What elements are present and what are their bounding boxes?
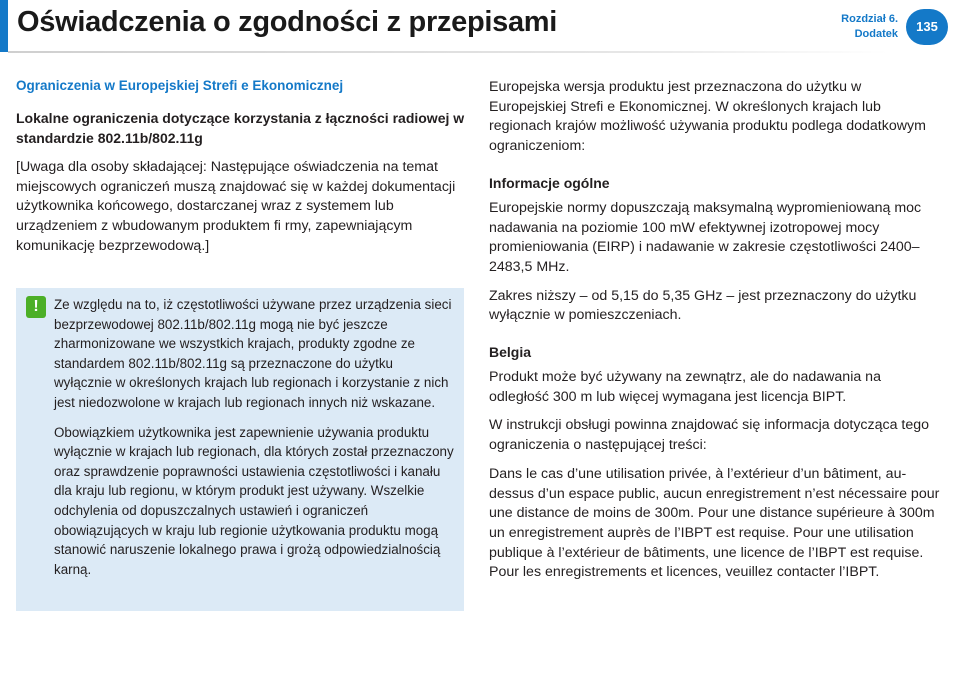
header-divider <box>8 51 888 53</box>
sub-heading: Lokalne ograniczenia dotyczące korzystania z łączności radiowej w standardzie 802.11b/802.11g <box>16 110 465 146</box>
right-column <box>489 78 941 592</box>
belgium-heading: Belgia <box>489 344 532 361</box>
page-number-badge: 135 <box>906 9 948 45</box>
note-paragraph-1: Ze względu na to, iż częstotliwości używane przez urządzenia sieci bezprzewodowej 802.11b/802.11g mogą nie być jeszcze zharmonizowane we wszystkich krajach, produkty zgodne ze standardem 802.11b/802.11g są przeznaczone do użytku wyłącznie w określonych krajach lub regionach i korzystanie z nich jest niedozwolone w krajach lub regionach innych niż wskazane. <box>54 297 452 410</box>
warning-icon: ! <box>26 296 46 318</box>
eu-version-paragraph: Europejska wersja produktu jest przeznaczona do użytku w Europejskiej Strefi e Ekonomicznej. W określonych krajach lub regionach krajów możliwość używania produktu podlega dodatkowym ograniczeniom: <box>489 79 926 155</box>
warning-note-box <box>16 288 464 611</box>
section-label: Dodatek <box>854 28 898 40</box>
chapter-label: Rozdział 6. <box>841 13 898 25</box>
general-info-heading: Informacje ogólne <box>489 174 610 191</box>
general-info-paragraph-2: Zakres niższy – od 5,15 do 5,35 GHz – jest przeznaczony do użytku wyłącznie w pomieszczeniach. <box>489 287 917 324</box>
section-heading: Ograniczenia w Europejskiej Strefi e Ekonomicznej <box>16 78 344 93</box>
chapter-info <box>841 12 898 42</box>
belgium-paragraph-1: Produkt może być używany na zewnątrz, ale do nadawania na odległość 300 m lub więcej wymagana jest licencja BIPT. <box>489 369 881 405</box>
header-accent-bar <box>0 0 8 52</box>
belgium-french-notice: Dans le cas d’une utilisation privée, à l’extérieur d’un bâtiment, au-dessus d’un espace public, aucun enregistrement n’est nécessaire pour une distance de moins de 300m. Pour une distance supérieure à 300m un enregistrement auprès de l’IBPT est requise. Pour une utilisation publique à l’extérieur de bâtiments, une licence de l’IBPT est requise. Pour les enregistrements et licences, veuillez contacter l’IBPT. <box>489 465 940 581</box>
intro-paragraph: [Uwaga dla osoby składającej: Następujące oświadczenia na temat miejscowych ograniczeń muszą znajdować się w każdej dokumentacji użytkownika końcowego, dostarczanej wraz z systemem lub urządzeniem z wbudowanym produktem fi rmy, zapewniającym komunikację bezprzewodową.] <box>16 159 456 254</box>
note-paragraph-2: Obowiązkiem użytkownika jest zapewnienie używania produktu wyłącznie w krajach lub regionach, dla których został przeznaczony oraz sprawdzenie poprawności ustawienia częstotliwości i kanału dla kraju lub regionu, w którym produkt jest używany. Wszelkie odchylenia od dopuszczalnych ustawień i ograniczeń obowiązujących w kraju lub regionie użytkowania produktu mogą stanowić naruszenie lokalnego prawa i grożą odpowiedzialnością karną. <box>54 424 454 577</box>
left-column <box>16 78 468 265</box>
page-title: Oświadczenia o zgodności z przepisami <box>17 6 558 38</box>
general-info-paragraph-1: Europejskie normy dopuszczają maksymalną wypromieniowaną moc nadawania na poziomie 100 mW efektywnej izotropowej mocy promieniowania (EIRP) i nadawanie w zakresie częstotliwości 2400–2483,5 MHz. <box>489 199 922 275</box>
belgium-paragraph-2: W instrukcji obsługi powinna znajdować się informacja dotycząca tego ograniczenia o następującej treści: <box>489 417 930 454</box>
